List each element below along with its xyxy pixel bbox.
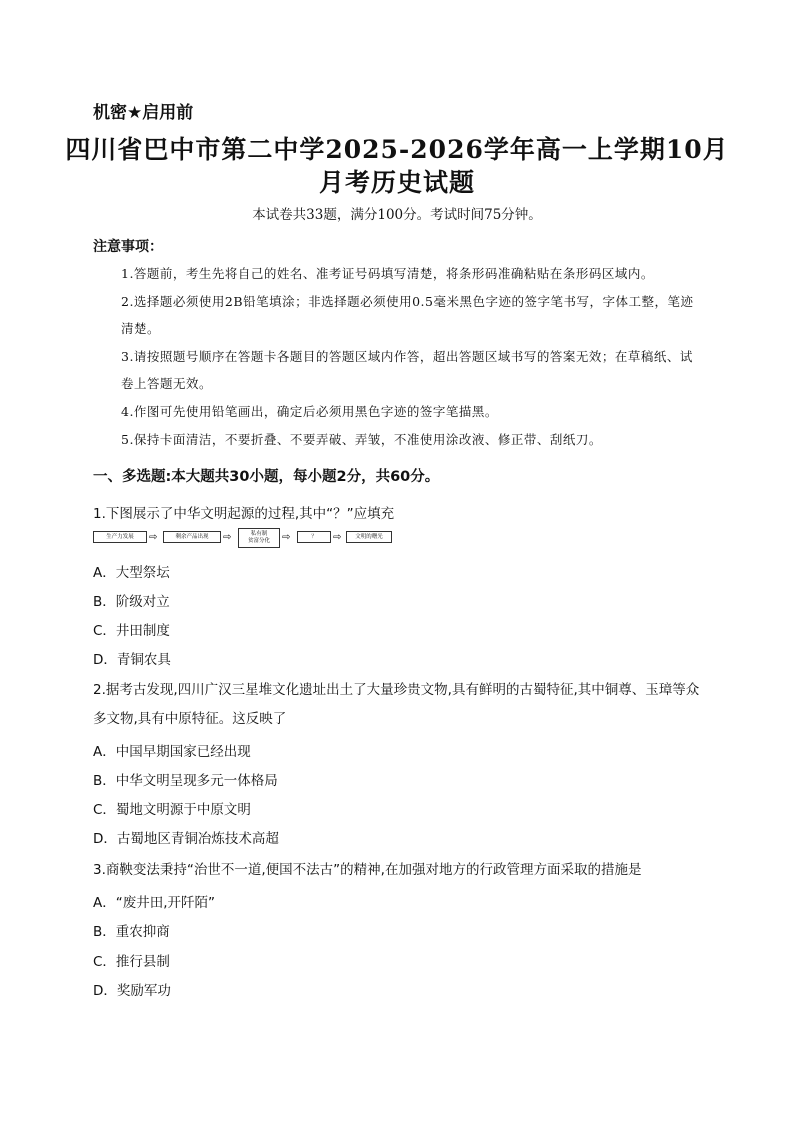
flow-box: 生产力发展 bbox=[93, 531, 147, 543]
note-item: 4.作图可先使用铅笔画出，确定后必须用黑色字迹的签字笔描黑。 bbox=[121, 404, 498, 419]
right-arrow-icon: ⇨ bbox=[149, 532, 158, 543]
exam-title-line1: 四川省巴中市第二中学2025-2026学年高一上学期10月 bbox=[65, 135, 729, 164]
note-item: 1.答题前，考生先将自己的姓名、准考证号码填写清楚，将条形码准确粘贴在条形码区域内。 bbox=[121, 266, 654, 281]
flow-box: 剩余产品出现 bbox=[163, 531, 221, 543]
right-arrow-icon: ⇨ bbox=[333, 532, 342, 543]
section-heading: 一、多选题:本大题共30小题，每小题2分，共60分。 bbox=[93, 469, 440, 485]
option: D．古蜀地区青铜冶炼技术高超 bbox=[93, 831, 279, 847]
exam-info: 本试卷共33题，满分100分。考试时间75分钟。 bbox=[252, 207, 542, 223]
option: B．中华文明呈现多元一体格局 bbox=[93, 773, 278, 789]
option: C．推行县制 bbox=[93, 954, 170, 970]
option: A．“废井田,开阡陌” bbox=[93, 895, 216, 911]
option: B．重农抑商 bbox=[93, 924, 170, 940]
right-arrow-icon: ⇨ bbox=[282, 532, 291, 543]
option: C．井田制度 bbox=[93, 623, 170, 639]
note-item: 3.请按照题号顺序在答题卡各题目的答题区域内作答，超出答题区域书写的答案无效；在草稿纸、试卷上答题无效。 bbox=[121, 349, 693, 391]
question-stem: 1.下图展示了中华文明起源的过程,其中“？”应填充 bbox=[93, 506, 395, 522]
question-stem: 2.据考古发现,四川广汉三星堆文化遗址出土了大量珍贵文物,具有鲜明的古蜀特征,其中铜尊、玉璋等众多文物,具有中原特征。这反映了 bbox=[93, 682, 700, 727]
note-item: 5.保持卡面清洁，不要折叠、不要弄破、弄皱，不准使用涂改液、修正带、刮纸刀。 bbox=[121, 432, 602, 447]
exam-title-line2: 月考历史试题 bbox=[318, 168, 475, 197]
flow-box: 私有制 贫富分化 bbox=[238, 528, 280, 548]
civilization-flow-diagram bbox=[93, 528, 413, 550]
confidential-label: 机密★启用前 bbox=[93, 103, 194, 123]
option: D．青铜农具 bbox=[93, 652, 171, 668]
question-stem: 3.商鞅变法秉持“治世不一道,便国不法古”的精神,在加强对地方的行政管理方面采取的措施是 bbox=[93, 862, 642, 878]
note-item: 2.选择题必须使用2B铅笔填涂；非选择题必须使用0.5毫米黑色字迹的签字笔书写，字体工整，笔迹清楚。 bbox=[121, 294, 694, 336]
option: A．中国早期国家已经出现 bbox=[93, 744, 251, 760]
option: C．蜀地文明源于中原文明 bbox=[93, 802, 251, 818]
right-arrow-icon: ⇨ bbox=[223, 532, 232, 543]
flow-box: ？ bbox=[297, 531, 331, 543]
notes-heading: 注意事项： bbox=[93, 239, 163, 255]
flow-box: 文明的曙光 bbox=[346, 531, 392, 543]
option: D．奖励军功 bbox=[93, 983, 171, 999]
option: A．大型祭坛 bbox=[93, 565, 170, 581]
option: B．阶级对立 bbox=[93, 594, 170, 610]
